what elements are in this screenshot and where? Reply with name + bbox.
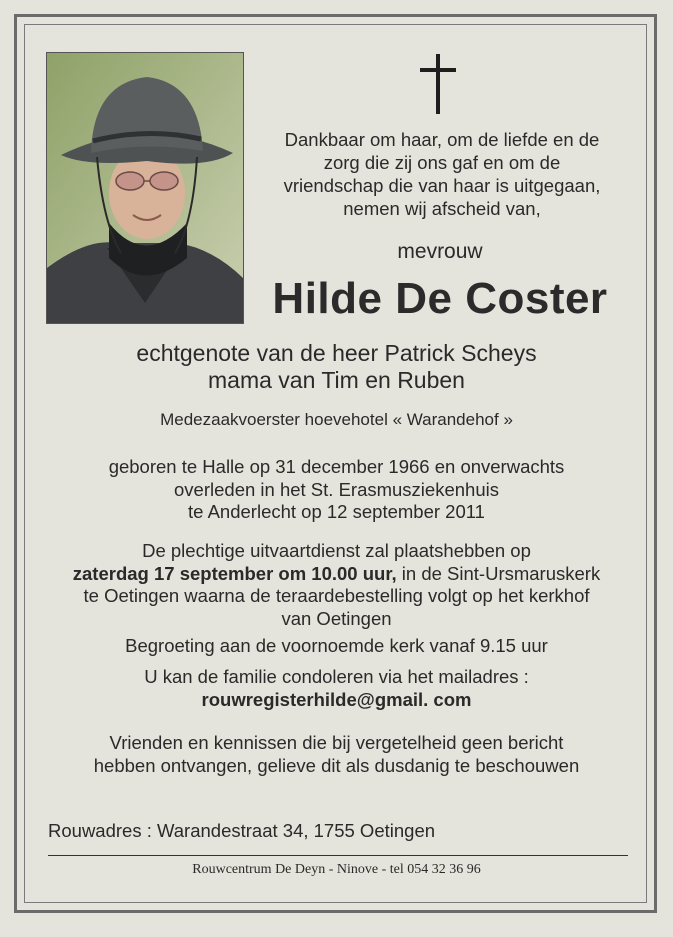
friends-line: hebben ontvangen, gelieve dit als dusdanig te beschouwen [93,754,580,776]
birth-death-info [30,456,643,524]
occupation: Medezaakvoerster hoevehotel « Warandehof » [160,410,513,429]
intro-line: zorg die zij ons gaf en om de [323,152,561,173]
funeral-home-footer: Rouwcentrum De Deyn - Ninove - tel 054 32 36 96 [192,862,481,877]
intro-line: Dankbaar om haar, om de liefde en de [284,129,600,150]
condolence-line: U kan de familie condoleren via het mailadres : [144,666,529,687]
relations [30,340,643,394]
funeral-line [30,563,643,586]
intro-line: nemen wij afscheid van, [343,198,541,219]
portrait-photo [46,52,244,324]
relation-line: echtgenote van de heer Patrick Scheys [136,340,537,366]
relation-line: mama van Tim en Ruben [208,367,465,393]
condolence-info [30,666,643,711]
friends-notice [30,732,643,777]
mourning-address: Rouwadres : Warandestraat 34, 1755 Oetingen [48,820,436,841]
greeting-info: Begroeting aan de voornoemde kerk vanaf 9.15 uur [125,635,548,656]
intro-line: vriendschap die van haar is uitgegaan, [283,175,601,196]
funeral-info [30,540,643,630]
divider [48,855,628,856]
deceased-name: Hilde De Coster [272,274,608,323]
friends-line: Vrienden en kennissen die bij vergetelheid geen bericht [109,732,564,753]
born-line: geboren te Halle op 31 december 1966 en onverwachts [108,456,565,477]
funeral-line: De plechtige uitvaartdienst zal plaatshebben op [142,540,531,561]
condolence-email[interactable]: rouwregisterhilde@gmail. com [201,688,472,710]
funeral-church: in de Sint-Ursmaruskerk [396,562,601,584]
funeral-date: zaterdag 17 september om 10.00 uur, [72,562,397,584]
cross-icon [416,52,460,116]
born-line: te Anderlecht op 12 september 2011 [188,501,485,522]
title-prefix: mevrouw [397,240,483,263]
born-line: overleden in het St. Erasmusziekenhuis [174,478,499,500]
funeral-line: van Oetingen [281,607,392,629]
intro-text [262,128,622,220]
funeral-line: te Oetingen waarna de teraardebestelling volgt op het kerkhof [83,585,590,606]
